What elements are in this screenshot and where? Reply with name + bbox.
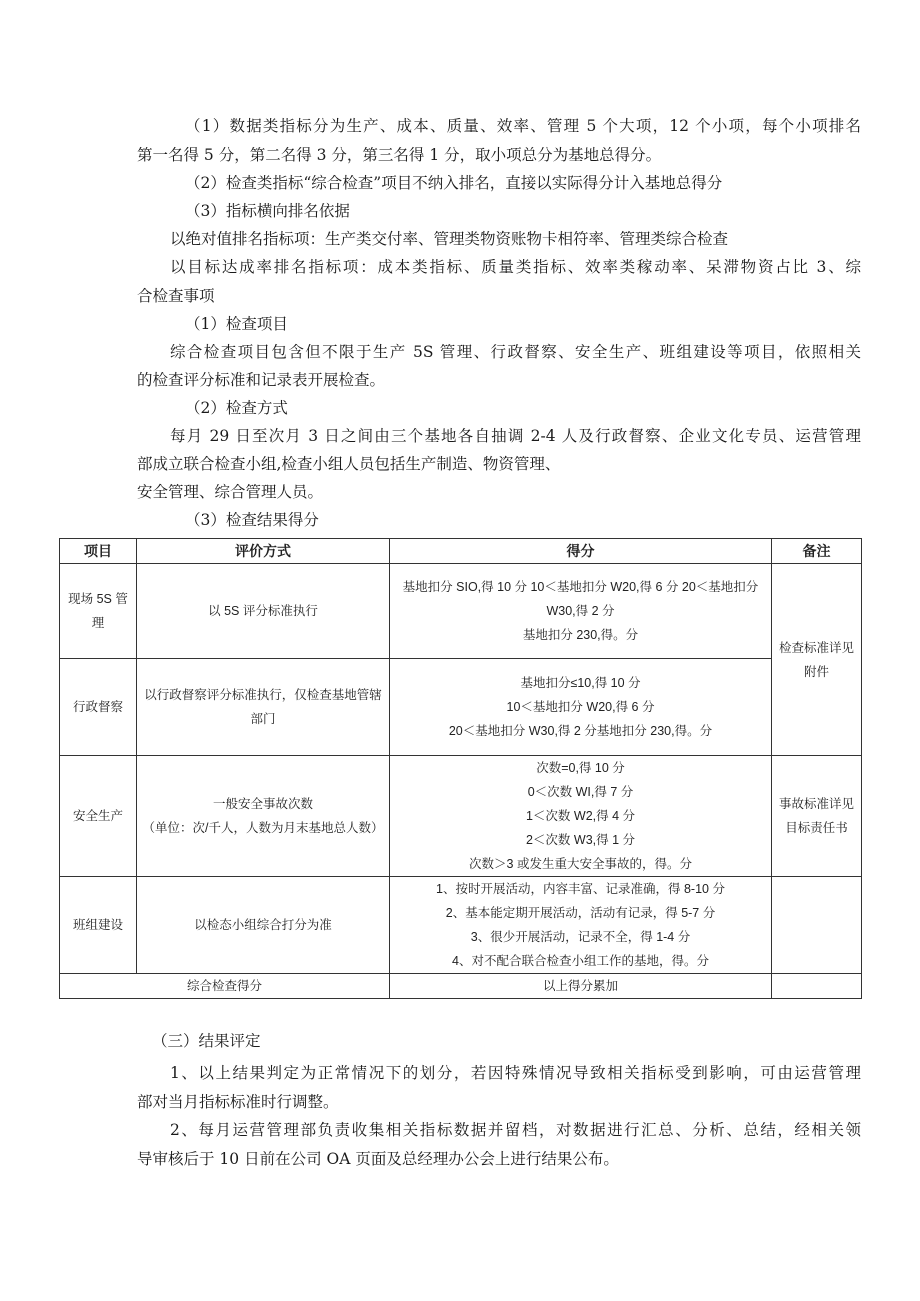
row4-score-line: 2、基本能定期开展活动，活动有记录，得 5-7 分 (445, 906, 716, 920)
paragraph-3: （3）指标横向排名依据 (185, 202, 350, 220)
table-total-row (60, 974, 862, 999)
total-value: 以上得分累加 (390, 974, 772, 999)
row2-score-line: 10＜基地扣分 W20,得 6 分 (506, 700, 655, 714)
row1-score-line: W30,得 2 分 (546, 604, 615, 618)
result-item-2a: 2、每月运营管理部负责收集相关指标数据并留档，对数据进行汇总、分析、总结，经相关领 (170, 1121, 861, 1139)
table-header-row (60, 539, 862, 564)
row1-method: 以 5S 评分标准执行 (137, 564, 390, 659)
table-row (60, 756, 862, 877)
paragraph-7b: 的检查评分标准和记录表开展检查。 (137, 371, 386, 389)
row4-score-line: 3、很少开展活动，记录不全，得 1-4 分 (470, 930, 691, 944)
table-row (60, 877, 862, 974)
row3-method (137, 756, 390, 877)
total-note (772, 974, 862, 999)
paragraph-4: 以绝对值排名指标项：生产类交付率、管理类物资账物卡相符率、管理类综合检查 (170, 230, 729, 248)
paragraph-2: （2）检查类指标“综合检查”项目不纳入排名，直接以实际得分计入基地总得分 (185, 174, 723, 192)
row4-score-line: 1、按时开展活动，内容丰富、记录准确，得 8-10 分 (436, 882, 725, 896)
table-row (60, 564, 862, 659)
paragraph-8: （2）检查方式 (185, 399, 288, 417)
row3-score-line: 0＜次数 WI,得 7 分 (527, 785, 634, 799)
row1-score-line: 基地扣分 230,得。分 (522, 628, 639, 642)
row2-score-line: 基地扣分≤10,得 10 分 (520, 676, 641, 690)
paragraph-9b: 部成立联合检查小组,检查小组人员包括生产制造、物资管理、 (137, 455, 561, 473)
paragraph-9a: 每月 29 日至次月 3 日之间由三个基地各自抽调 2-4 人及行政督察、企业文化专员、运营管理 (170, 427, 861, 445)
row3-score (390, 756, 772, 877)
paragraph-1b: 第一名得 5 分，第二名得 3 分，第三名得 1 分，取小项总分为基地总得分。 (137, 146, 662, 164)
row2-method: 以行政督察评分标准执行，仅检查基地管辖部门 (137, 659, 390, 756)
row3-score-line: 次数=0,得 10 分 (536, 761, 625, 775)
paragraph-1a: （1）数据类指标分为生产、成本、质量、效率、管理 5 个大项，12 个小项，每个小项排名 (185, 117, 861, 135)
row2-score (390, 659, 772, 756)
table-row (60, 659, 862, 756)
result-item-1a: 1、以上结果判定为正常情况下的划分，若因特殊情况导致相关指标受到影响，可由运营管理 (170, 1064, 861, 1082)
row1-score-line: 基地扣分 SIO,得 10 分 10＜基地扣分 W20,得 6 分 20＜基地扣分 (402, 580, 759, 594)
paragraph-5a: 以目标达成率排名指标项：成本类指标、质量类指标、效率类稼动率、呆滞物资占比 3、综 (170, 258, 861, 276)
total-label: 综合检查得分 (60, 974, 390, 999)
row3-item: 安全生产 (60, 756, 137, 877)
row4-score-line: 4、对不配合联合检查小组工作的基地，得。分 (452, 954, 709, 968)
score-table (59, 538, 862, 999)
row2-item: 行政督察 (60, 659, 137, 756)
row3-score-line: 次数＞3 或发生重大安全事故的，得。分 (469, 857, 692, 871)
row2-score-line: 20＜基地扣分 W30,得 2 分基地扣分 230,得。分 (448, 724, 713, 738)
paragraph-9c: 安全管理、综合管理人员。 (137, 483, 324, 501)
header-note: 备注 (772, 539, 862, 564)
row3-score-line: 1＜次数 W2,得 4 分 (525, 809, 636, 823)
row4-item: 班组建设 (60, 877, 137, 974)
note-standard: 检查标准详见附件 (772, 564, 862, 756)
row4-note (772, 877, 862, 974)
row1-score (390, 564, 772, 659)
row3-note: 事故标准详见目标责任书 (772, 756, 862, 877)
result-title: （三）结果评定 (152, 1032, 261, 1050)
row3-method-line: （单位：次/千人，人数为月末基地总人数） (142, 821, 384, 835)
paragraph-5b: 合检查事项 (137, 287, 215, 305)
header-item: 项目 (60, 539, 137, 564)
header-method: 评价方式 (137, 539, 390, 564)
result-item-1b: 部对当月指标标准时行调整。 (137, 1093, 339, 1111)
row4-score (390, 877, 772, 974)
result-item-2b: 导审核后于 10 日前在公司 OA 页面及总经理办公会上进行结果公布。 (137, 1150, 619, 1168)
header-score: 得分 (390, 539, 772, 564)
row1-item: 现场 5S 管理 (60, 564, 137, 659)
paragraph-6: （1）检查项目 (185, 315, 288, 333)
row4-method: 以检态小组综合打分为准 (137, 877, 390, 974)
row3-method-line: 一般安全事故次数 (212, 797, 313, 811)
paragraph-10: （3）检查结果得分 (185, 511, 319, 529)
row3-score-line: 2＜次数 W3,得 1 分 (525, 833, 636, 847)
paragraph-7a: 综合检查项目包含但不限于生产 5S 管理、行政督察、安全生产、班组建设等项目，依照相关 (170, 343, 861, 361)
